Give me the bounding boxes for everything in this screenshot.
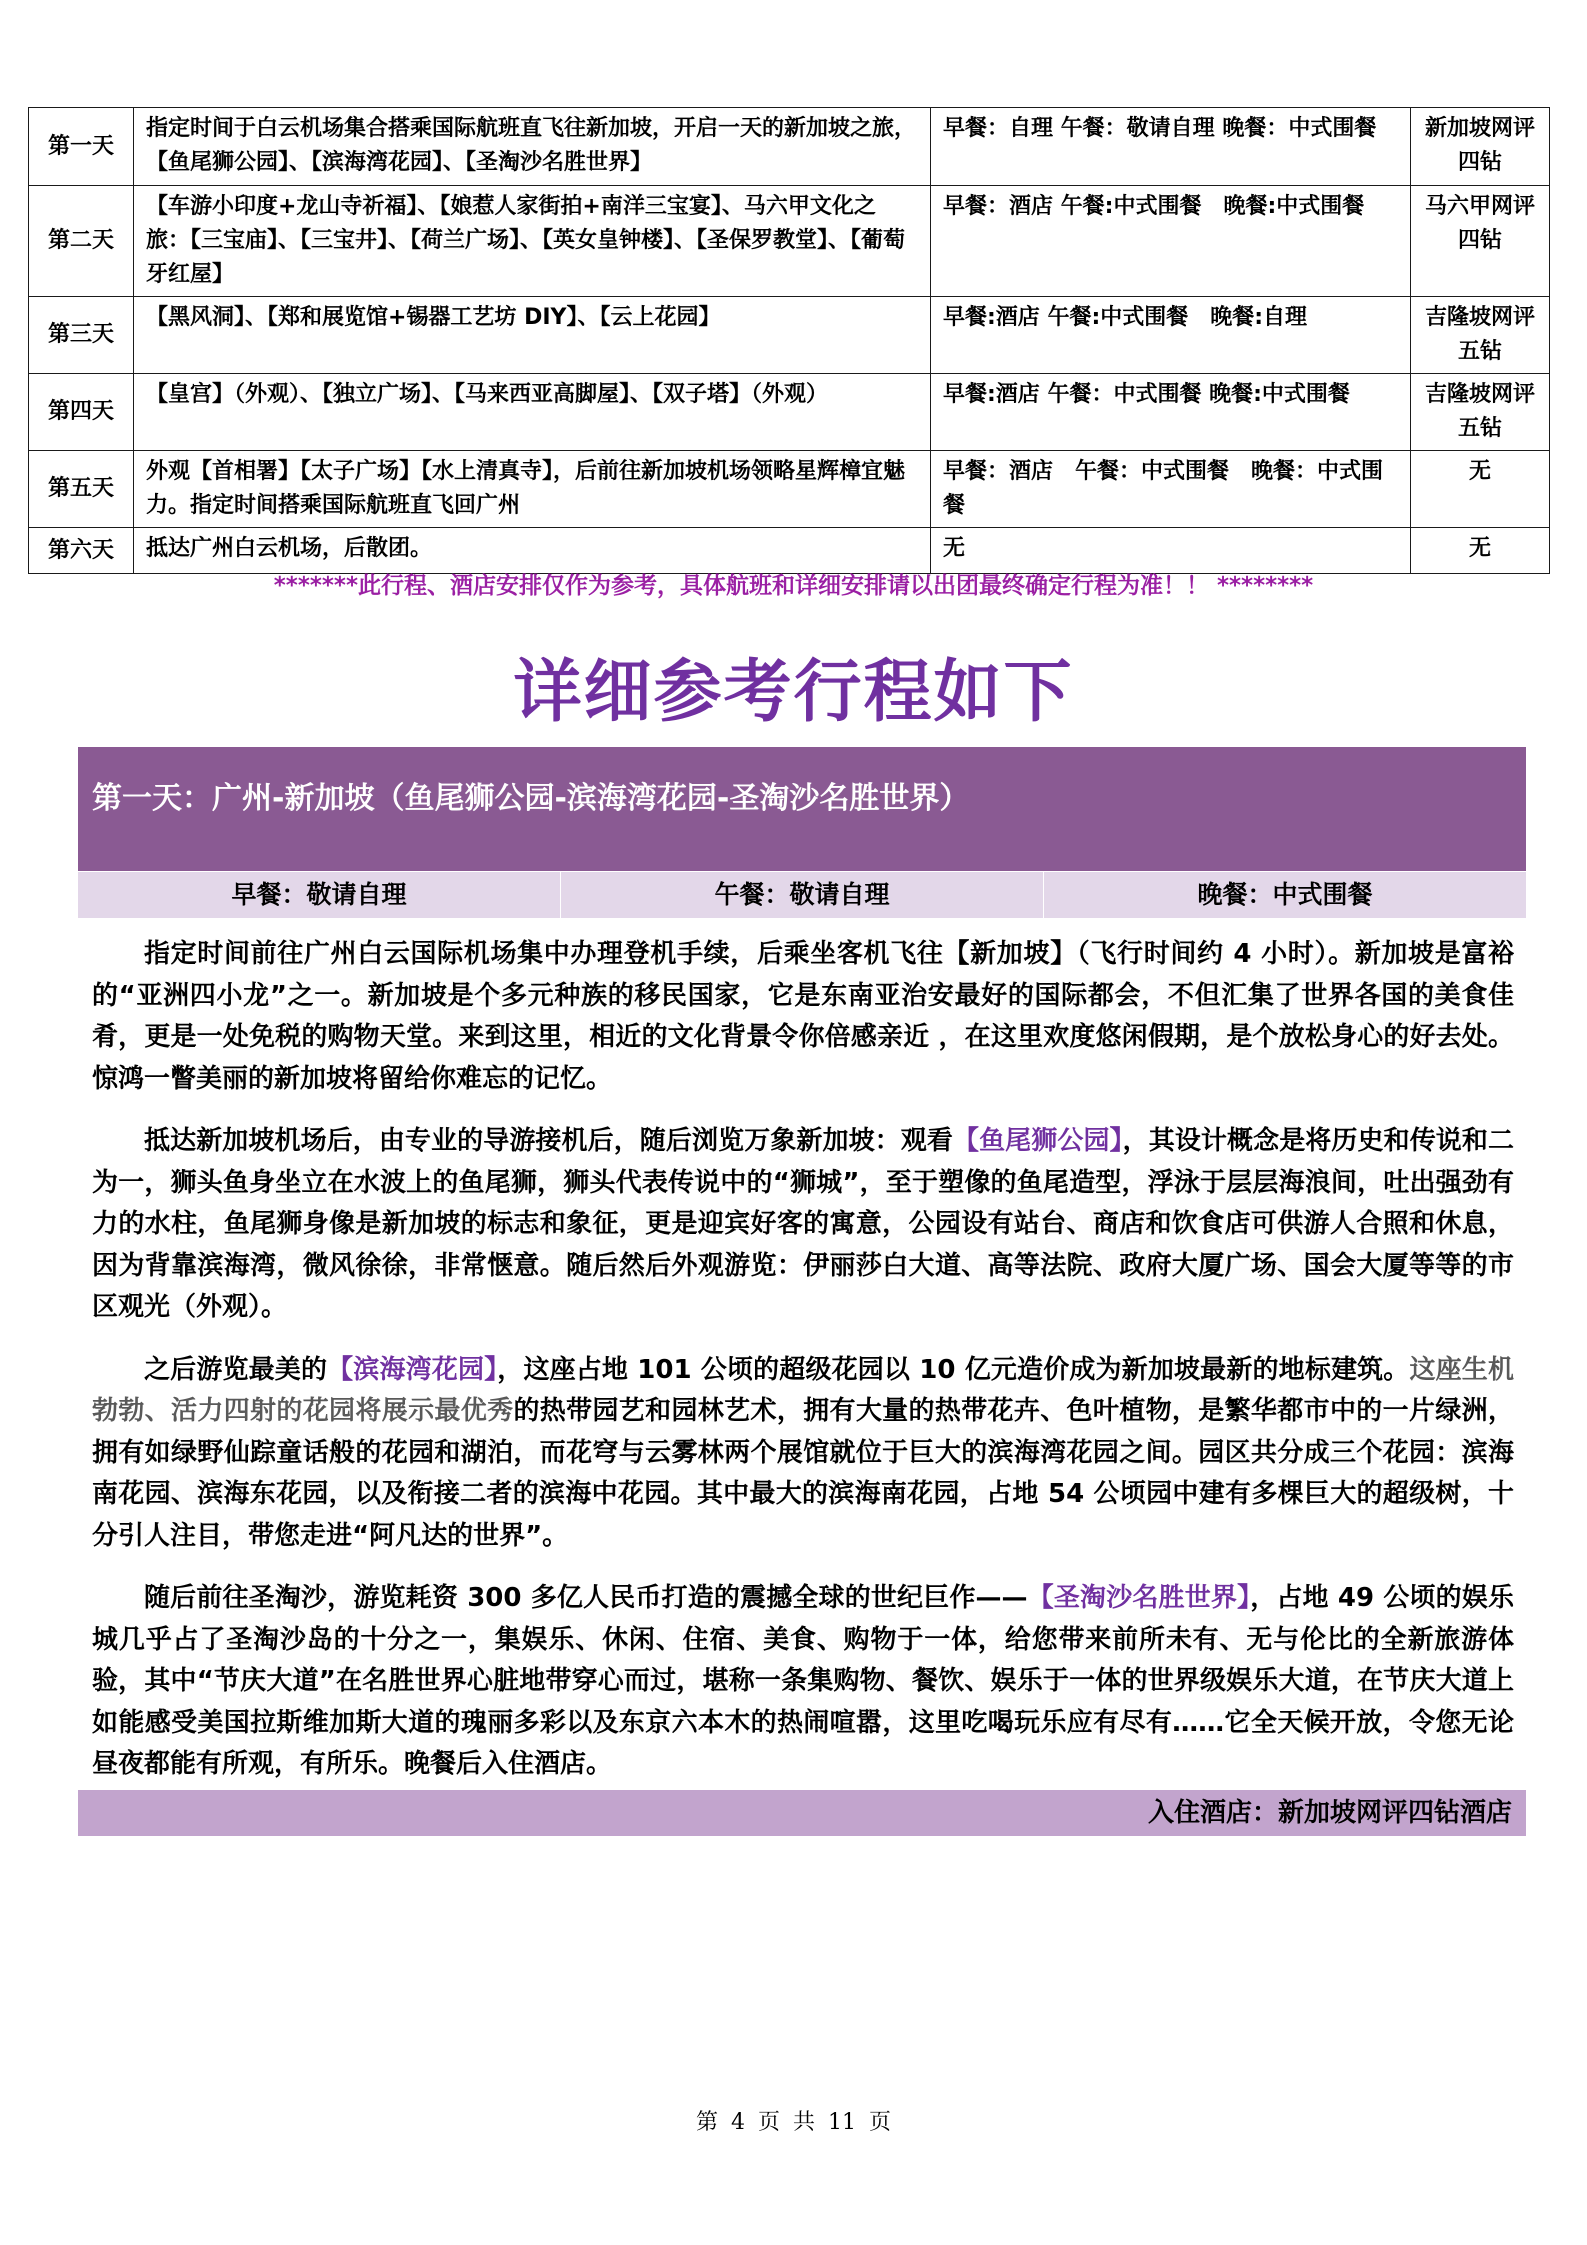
activities-cell: 【皇宫】（外观）、【独立广场】、【马来西亚高脚屋】、【双子塔】（外观） (134, 374, 931, 451)
day-cell: 第一天 (29, 108, 134, 186)
text: ，其设计概念是将历史和传说和二为一，狮头鱼身坐立在水波上的鱼尾狮，狮头代表传说中的“狮城”，至于塑像的鱼尾造型，浮泳于层层海浪间，吐出强劲有力的水柱，鱼尾狮身像是新加坡的标志和象征，更是迎宾好客的寓意，公园设有站台、商店和饮食店可供游人合照和休息，因为背靠滨海湾，微风徐徐，非常惬意。随后然后外观游览：伊丽莎白大道、高等法院、政府大厦广场、国会大厦等等的市区观光（外观）。 (92, 1126, 1514, 1322)
itinerary-notice: *******此行程、酒店安排仅作为参考，具体航班和详细安排请以出团最终确定行程为准！！ ******** (273, 573, 1314, 599)
day-cell: 第三天 (29, 297, 134, 374)
table-row (29, 186, 1550, 297)
hotel-cell: 马六甲网评四钻 (1411, 186, 1550, 297)
grey-text: 这座生机勃勃、活力四射的花园将展示最优秀 (92, 1354, 1514, 1426)
day-cell: 第五天 (29, 451, 134, 528)
paragraph-intro: 指定时间前往广州白云国际机场集中办理登机手续，后乘坐客机飞往【新加坡】（飞行时间约 4 小时）。新加坡是富裕的“亚洲四小龙”之一。新加坡是个多元种族的移民国家，它是东南亚治安最好的国际都会，不但汇集了世界各国的美食佳肴，更是一处免税的购物天堂。来到这里，相近的文化背景令你倍感亲近 ，在这里欢度悠闲假期，是个放松身心的好去处。惊鸿一瞥美丽的新加坡将留给你难忘的记忆。 (92, 939, 1514, 1094)
day-cell: 第二天 (29, 186, 134, 297)
table-row (29, 451, 1550, 528)
meals-cell: 早餐:酒店 午餐:中式围餐 晚餐:自理 (931, 297, 1411, 374)
meals-cell: 早餐：酒店 午餐:中式围餐 晚餐:中式围餐 (931, 186, 1411, 297)
text: 之后游览最美的 (144, 1354, 328, 1385)
day1-meals-bar (78, 872, 1526, 918)
highlight-merlion-park: 【鱼尾狮公园】 (952, 1126, 1123, 1156)
table-row (29, 374, 1550, 451)
lunch-label: 午餐：敬请自理 (561, 872, 1044, 918)
meals-cell: 无 (931, 528, 1411, 574)
itinerary-summary-table (28, 107, 1550, 574)
paragraph-merlion (92, 1121, 1514, 1329)
hotel-cell: 新加坡网评四钻 (1411, 108, 1550, 186)
meals-cell: 早餐：自理 午餐：敬请自理 晚餐：中式围餐 (931, 108, 1411, 186)
hotel-cell: 吉隆坡网评五钻 (1411, 297, 1550, 374)
activities-cell: 【黑风洞】、【郑和展览馆+锡器工艺坊 DIY】、【云上花园】 (134, 297, 931, 374)
day1-hotel-bar (78, 1790, 1526, 1836)
activities-cell: 抵达广州白云机场，后散团。 (134, 528, 931, 574)
table-row (29, 108, 1550, 186)
page-number: 第 4 页 共 11 页 (696, 2110, 891, 2135)
meals-cell: 早餐：酒店 午餐：中式围餐 晚餐：中式围餐 (931, 451, 1411, 528)
day1-header (78, 747, 1526, 871)
activities-cell: 外观【首相署】【太子广场】【水上清真寺】，后前往新加坡机场领略星辉樟宜魅力。指定时间搭乘国际航班直飞回广州 (134, 451, 931, 528)
text: 随后前往圣淘沙，游览耗资 300 多亿人民币打造的震撼全球的世纪巨作—— (144, 1583, 1028, 1613)
meals-cell: 早餐:酒店 午餐：中式围餐 晚餐:中式围餐 (931, 374, 1411, 451)
table-row (29, 528, 1550, 574)
breakfast-label: 早餐：敬请自理 (78, 872, 561, 918)
hotel-cell: 吉隆坡网评五钻 (1411, 374, 1550, 451)
table-row (29, 297, 1550, 374)
paragraph-gardens (92, 1350, 1514, 1558)
day1-description (92, 934, 1514, 1807)
hotel-cell: 无 (1411, 451, 1550, 528)
day1-hotel-text: 入住酒店：新加坡网评四钻酒店 (1147, 1798, 1512, 1828)
text: 抵达新加坡机场后，由专业的导游接机后，随后浏览万象新加坡：观看 (144, 1126, 953, 1156)
text: ，这座占地 101 公顷的超级花园以 10 亿元造价成为新加坡最新的地标建筑。 (497, 1354, 1410, 1385)
day1-header-text: 第一天：广州-新加坡（鱼尾狮公园-滨海湾花园-圣淘沙名胜世界） (92, 781, 970, 816)
section-title: 详细参考行程如下 (513, 653, 1074, 732)
highlight-gardens-by-the-bay: 【滨海湾花园】 (327, 1354, 498, 1385)
text: 的热带园艺和园林艺术，拥有大量的热带花卉、色叶植物，是繁华都市中的一片绿洲，拥有如绿野仙踪童话般的花园和湖泊，而花穹与云雾林两个展馆就位于巨大的滨海湾花园之间。园区共分成三个花园：滨海南花园、滨海东花园，以及衔接二者的滨海中花园。其中最大的滨海南花园，占地 54 公顷园中建有多棵巨大的超级树，十分引人注目，带您走进“阿凡达的世界”。 (92, 1396, 1514, 1551)
activities-cell: 【车游小印度+龙山寺祈福】、【娘惹人家街拍+南洋三宝宴】、马六甲文化之旅：【三宝庙】、【三宝井】、【荷兰广场】、【英女皇钟楼】、【圣保罗教堂】、【葡萄牙红屋】 (134, 186, 931, 297)
day-cell: 第四天 (29, 374, 134, 451)
hotel-cell: 无 (1411, 528, 1550, 574)
activities-cell: 指定时间于白云机场集合搭乘国际航班直飞往新加坡，开启一天的新加坡之旅，【鱼尾狮公园】、【滨海湾花园】、【圣淘沙名胜世界】 (134, 108, 931, 186)
day-cell: 第六天 (29, 528, 134, 574)
dinner-label: 晚餐：中式围餐 (1197, 880, 1373, 909)
highlight-resorts-world-sentosa: 【圣淘沙名胜世界】 (1027, 1583, 1251, 1613)
paragraph-sentosa (92, 1578, 1514, 1786)
text: ，占地 49 公顷的娱乐城几乎占了圣淘沙岛的十分之一，集娱乐、休闲、住宿、美食、购物于一体，给您带来前所未有、无与伦比的全新旅游体验，其中“节庆大道”在名胜世界心脏地带穿心而过，堪称一条集购物、餐饮、娱乐于一体的世界级娱乐大道，在节庆大道上如能感受美国拉斯维加斯大道的瑰丽多彩以及东京六本木的热闹喧嚣，这里吃喝玩乐应有尽有……它全天候开放，令您无论昼夜都能有所观，有所乐。晚餐后入住酒店。 (92, 1583, 1514, 1779)
